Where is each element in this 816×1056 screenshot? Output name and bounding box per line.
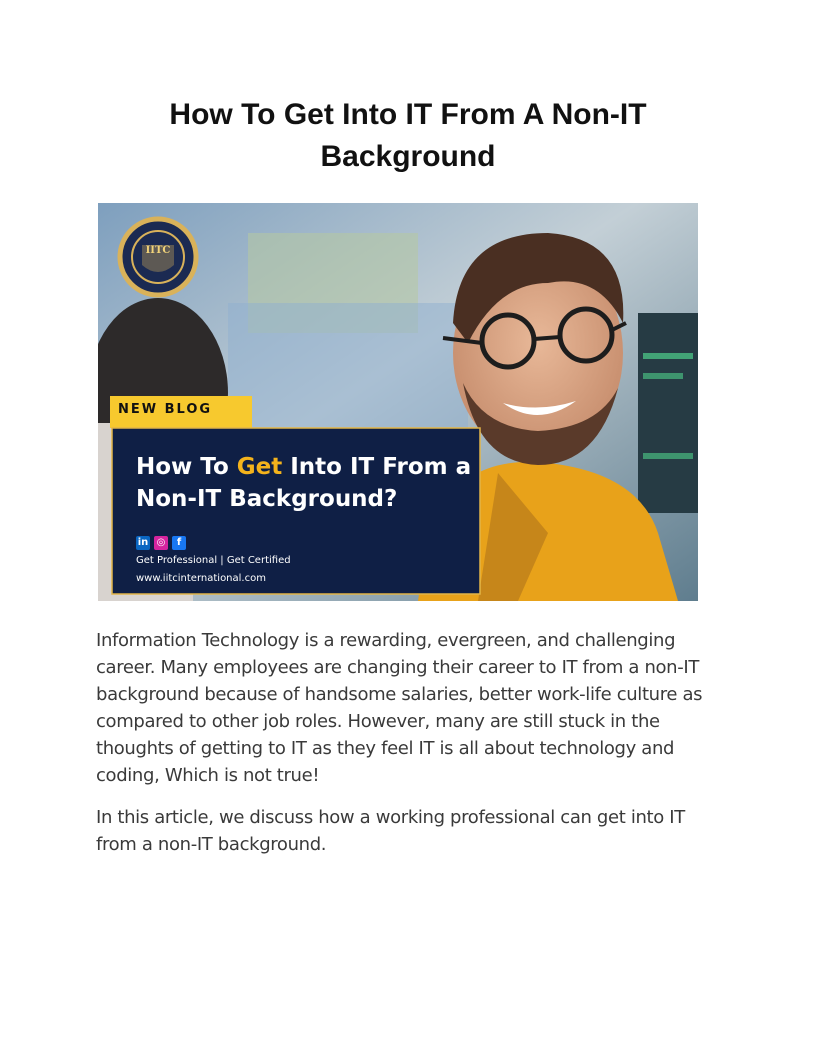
page-title: How To Get Into IT From A Non-IT Background (169, 98, 647, 173)
headline-suffix: Into IT From a Non-IT Background? (136, 454, 472, 512)
article-summary-paragraph: In this article, we discuss how a working professional can get into IT from a non-IT background. (96, 807, 685, 855)
linkedin-icon: in (137, 537, 149, 548)
intro-paragraph: Information Technology is a rewarding, evergreen, and challenging career. Many employees are changing their career to IT from a non-IT background because of handsome salaries, better work-life culture as compared to other job roles. However, many are still stuck in the thoughts of getting to IT as they feel IT is all about technology and coding, Which is not true! (96, 630, 703, 786)
hero-tagline: Get Professional | Get Certified (136, 555, 291, 566)
seal-initials: IITC (145, 245, 171, 256)
hero-url: www.iitcinternational.com (136, 573, 266, 584)
facebook-icon: f (172, 536, 186, 550)
hero-image (98, 203, 698, 601)
hero-headline (136, 451, 481, 515)
new-blog-badge: NEW BLOG (118, 402, 213, 417)
headline-prefix: How To (136, 454, 237, 480)
iitc-seal-logo (120, 219, 196, 295)
headline-accent: Get (236, 454, 283, 480)
instagram-icon: ◎ (154, 536, 168, 550)
social-icons (136, 536, 186, 550)
